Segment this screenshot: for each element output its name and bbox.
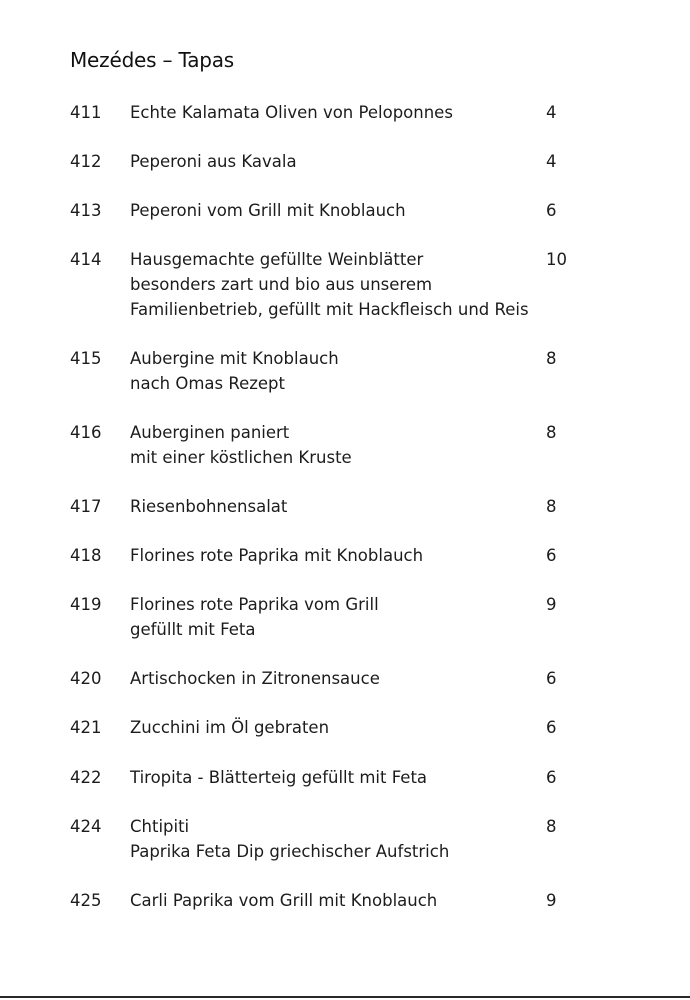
item-number: 420 xyxy=(70,669,102,688)
item-description xyxy=(130,420,530,470)
item-subtitle: nach Omas Rezept xyxy=(130,374,285,393)
item-number: 415 xyxy=(70,349,102,368)
item-number: 419 xyxy=(70,595,102,614)
item-name: Artischocken in Zitronensauce xyxy=(130,669,380,688)
item-number: 421 xyxy=(70,718,102,737)
item-description xyxy=(130,666,530,691)
item-number: 422 xyxy=(70,768,102,787)
item-price: 10 xyxy=(546,250,567,269)
item-price: 8 xyxy=(546,349,557,368)
item-price: 9 xyxy=(546,891,557,910)
item-description xyxy=(130,100,530,125)
item-number: 417 xyxy=(70,497,102,516)
item-description xyxy=(130,592,530,642)
item-price: 8 xyxy=(546,817,557,836)
item-number: 418 xyxy=(70,546,102,565)
item-name: Aubergine mit Knoblauch xyxy=(130,349,339,368)
item-price: 4 xyxy=(546,103,557,122)
item-number: 425 xyxy=(70,891,102,910)
item-price: 8 xyxy=(546,423,557,442)
item-price: 8 xyxy=(546,497,557,516)
item-description xyxy=(130,765,530,790)
item-subtitle: Familienbetrieb, gefüllt mit Hackfleisch und Reis xyxy=(130,300,529,319)
item-description xyxy=(130,814,530,864)
item-price: 9 xyxy=(546,595,557,614)
item-name: Peperoni vom Grill mit Knoblauch xyxy=(130,201,406,220)
item-description xyxy=(130,888,530,913)
item-description xyxy=(130,715,530,740)
item-description xyxy=(130,198,530,223)
item-name: Florines rote Paprika mit Knoblauch xyxy=(130,546,424,565)
section-title: Mezédes – Tapas xyxy=(70,48,235,72)
item-number: 424 xyxy=(70,817,102,836)
item-number: 412 xyxy=(70,152,102,171)
item-name: Carli Paprika vom Grill mit Knoblauch xyxy=(130,891,438,910)
item-subtitle: besonders zart und bio aus unserem xyxy=(130,275,433,294)
item-price: 6 xyxy=(546,718,557,737)
item-name: Chtipiti xyxy=(130,817,190,836)
item-description xyxy=(130,543,530,568)
item-description xyxy=(130,247,530,322)
bottom-divider xyxy=(0,996,690,998)
item-number: 414 xyxy=(70,250,102,269)
item-number: 413 xyxy=(70,201,102,220)
item-price: 6 xyxy=(546,546,557,565)
item-price: 4 xyxy=(546,152,557,171)
item-name: Riesenbohnensalat xyxy=(130,497,288,516)
item-name: Florines rote Paprika vom Grill xyxy=(130,595,379,614)
item-description xyxy=(130,494,530,519)
item-description xyxy=(130,149,530,174)
item-price: 6 xyxy=(546,768,557,787)
item-number: 411 xyxy=(70,103,102,122)
item-name: Echte Kalamata Oliven von Peloponnes xyxy=(130,103,453,122)
item-price: 6 xyxy=(546,201,557,220)
item-number: 416 xyxy=(70,423,102,442)
item-subtitle: mit einer köstlichen Kruste xyxy=(130,448,352,467)
item-name: Auberginen paniert xyxy=(130,423,290,442)
item-description xyxy=(130,346,530,396)
item-price: 6 xyxy=(546,669,557,688)
item-subtitle: gefüllt mit Feta xyxy=(130,620,256,639)
item-name: Peperoni aus Kavala xyxy=(130,152,297,171)
item-name: Zucchini im Öl gebraten xyxy=(130,718,330,737)
item-subtitle: Paprika Feta Dip griechischer Aufstrich xyxy=(130,842,450,861)
item-name: Tiropita - Blätterteig gefüllt mit Feta xyxy=(130,768,428,787)
item-name: Hausgemachte gefüllte Weinblätter xyxy=(130,250,424,269)
